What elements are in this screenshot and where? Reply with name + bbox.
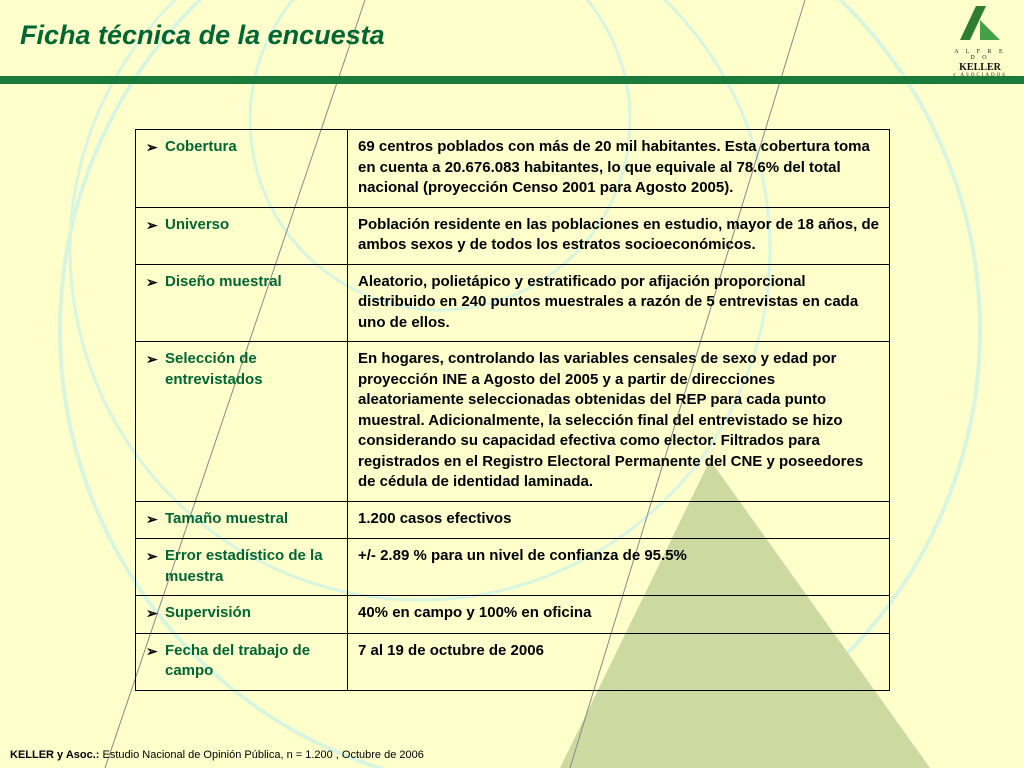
- logo-letters: A L F R E D O: [954, 49, 1006, 61]
- row-label: Diseño muestral: [165, 272, 282, 290]
- row-label-cell: [136, 501, 348, 539]
- table-row: [136, 207, 890, 264]
- logo-sub: y ASOCIADOS: [952, 73, 1008, 78]
- table-row: [136, 264, 890, 342]
- row-label: Selección de entrevistados: [165, 350, 263, 388]
- row-value: +/- 2.89 % para un nivel de confianza de 95.5%: [348, 539, 890, 596]
- table-row: [136, 130, 890, 208]
- arrow-bullet-icon: ➢: [146, 216, 158, 233]
- logo-name: KELLER: [959, 62, 1001, 73]
- table-row: [136, 633, 890, 690]
- footer-source: KELLER y Asoc.:: [10, 749, 100, 761]
- row-label-cell: [136, 539, 348, 596]
- arrow-bullet-icon: ➢: [146, 351, 158, 367]
- row-label: Tamaño muestral: [165, 509, 289, 527]
- table-row: [136, 596, 890, 634]
- row-value: Población residente en las poblaciones en estudio, mayor de 18 años, de ambos sexos y de todos los estratos socioeconómicos.: [348, 207, 890, 264]
- technical-sheet-table: [135, 129, 890, 691]
- footer-text: Estudio Nacional de Opinión Pública, n = 1.200 , Octubre de 2006: [99, 749, 424, 761]
- row-value: 40% en campo y 100% en oficina: [348, 596, 890, 634]
- table-row: [136, 342, 890, 502]
- row-label-cell: [136, 633, 348, 690]
- row-label: Cobertura: [165, 138, 237, 155]
- row-label-cell: [136, 596, 348, 634]
- row-label: Universo: [165, 215, 230, 233]
- row-label: Fecha del trabajo de campo: [165, 641, 311, 679]
- arrow-bullet-icon: ➢: [146, 510, 158, 527]
- row-value: 7 al 19 de octubre de 2006: [348, 633, 890, 690]
- table-row: [136, 501, 890, 539]
- row-label-cell: [136, 264, 348, 342]
- title-divider: [0, 76, 1024, 84]
- page-title: Ficha técnica de la encuesta: [20, 20, 385, 50]
- arrow-bullet-icon: ➢: [146, 273, 158, 290]
- row-label: Error estadístico de la muestra: [165, 547, 323, 585]
- logo: [950, 4, 1010, 78]
- arrow-bullet-icon: ➢: [146, 548, 158, 564]
- row-value: En hogares, controlando las variables censales de sexo y edad por proyección INE a Agosto del 2005 y a partir de direcciones aleatoriamente seleccionadas obtenidas del REP para cada punto muestral. Adicionalmente, la selección final del entrevistado se hizo considerando su capacidad efectiva como elector. Filtrados para registrados en el Registro Electoral Permanente del CNE y poseedores de cédula de identidad laminada.: [348, 342, 890, 502]
- footer: [10, 749, 424, 761]
- arrow-bullet-icon: ➢: [146, 139, 158, 155]
- table-row: [136, 539, 890, 596]
- row-label-cell: [136, 342, 348, 502]
- row-label: Supervisión: [165, 604, 251, 621]
- row-label-cell: [136, 207, 348, 264]
- arrow-bullet-icon: ➢: [146, 605, 158, 621]
- row-label-cell: [136, 130, 348, 208]
- arrow-bullet-icon: ➢: [146, 642, 158, 659]
- row-value: 69 centros poblados con más de 20 mil habitantes. Esta cobertura toma en cuenta a 20.676.083 habitantes, lo que equivale al 78.6% del total nacional (proyección Censo 2001 para Agosto 2005).: [348, 130, 890, 208]
- row-value: Aleatorio, polietápico y estratificado por afijación proporcional distribuido en 240 puntos muestrales a razón de 5 entrevistas en cada uno de ellos.: [348, 264, 890, 342]
- logo-mark-icon: [958, 4, 1002, 42]
- row-value: 1.200 casos efectivos: [348, 501, 890, 539]
